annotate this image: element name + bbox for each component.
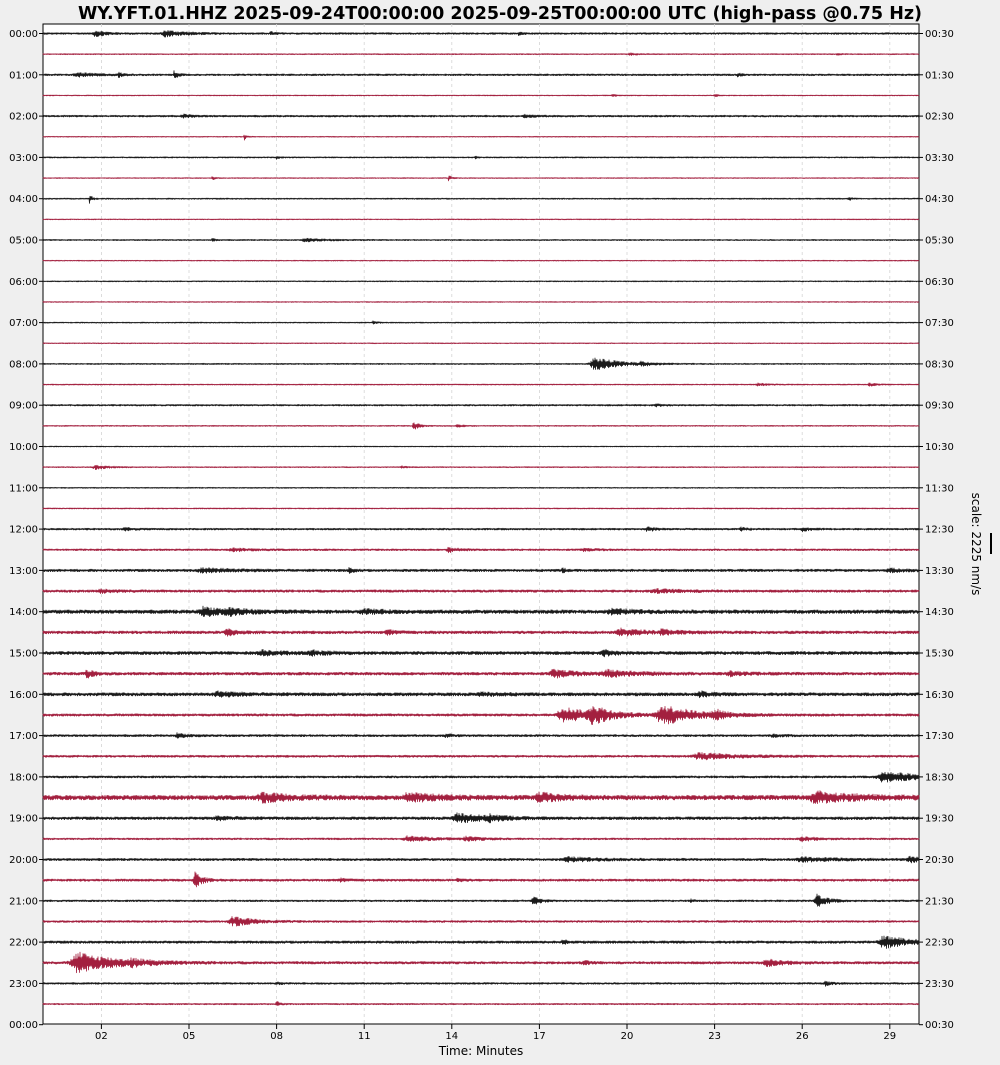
x-tick-label: 02 [95,1031,108,1042]
right-hour-label: 02:30 [925,111,954,123]
right-hour-label: 20:30 [925,855,954,866]
left-hour-label: 10:00 [9,442,38,453]
left-hour-label: 20:00 [9,855,38,866]
plot-area [43,24,919,1024]
right-hour-label: 01:30 [925,70,954,82]
left-hour-label: 18:00 [9,772,38,784]
left-hour-label: 13:00 [9,565,38,577]
left-hour-label: 12:00 [9,524,38,536]
right-hour-label: 08:30 [925,359,954,371]
left-hour-label: 22:00 [9,937,38,949]
trace-line [43,219,919,220]
x-tick-label: 29 [883,1031,897,1042]
left-hour-label: 19:00 [9,813,38,825]
right-hour-label: 03:30 [925,152,954,164]
x-tick-label: 14 [445,1031,459,1042]
left-hour-label: 15:00 [9,648,38,660]
right-hour-label: 04:30 [925,194,954,206]
left-hour-label: 07:00 [9,318,38,330]
chart-title: WY.YFT.01.HHZ 2025-09-24T00:00:00 2025-09-25T00:00:00 UTC (high-pass @0.75 Hz) [77,4,923,24]
left-hour-label: 08:00 [9,359,38,371]
right-hour-label: 23:30 [925,978,954,990]
left-hour-label: 16:00 [9,689,38,701]
right-hour-label: 10:30 [925,442,954,453]
right-hour-label: 00:30 [925,29,954,40]
right-hour-label: 05:30 [925,235,954,247]
right-hour-label: 13:30 [925,565,954,577]
trace-line [43,446,919,447]
left-hour-label: 11:00 [9,483,38,495]
x-tick-label: 26 [795,1031,809,1042]
left-hour-label: 23:00 [9,978,38,990]
left-hour-label: 00:00 [9,29,38,40]
left-hour-label: 01:00 [9,70,38,82]
left-hour-label: 17:00 [9,731,38,743]
left-hour-label: 00:00 [9,1020,38,1032]
right-hour-label: 18:30 [925,772,954,784]
trace-line [43,302,919,303]
trace-line [43,508,919,509]
right-hour-label: 07:30 [925,318,954,330]
left-hour-label: 02:00 [9,111,38,123]
x-tick-label: 08 [270,1031,283,1042]
x-tick-label: 20 [620,1031,634,1042]
x-axis-label: Time: Minutes [438,1044,524,1058]
x-tick-label: 17 [533,1031,546,1042]
right-hour-label: 00:30 [925,1020,954,1032]
right-hour-label: 22:30 [925,937,954,949]
left-hour-label: 09:00 [9,400,38,412]
right-hour-label: 14:30 [925,607,954,619]
right-hour-label: 12:30 [925,524,954,536]
left-hour-label: 21:00 [9,896,38,908]
x-tick-label: 11 [357,1031,371,1042]
right-hour-label: 16:30 [925,689,954,701]
x-tick-label: 23 [708,1031,721,1042]
right-hour-label: 21:30 [925,896,954,908]
trace-line [43,343,919,344]
left-hour-label: 03:00 [9,152,38,164]
right-hour-label: 19:30 [925,813,954,825]
scale-label: scale: 2225 nm/s [969,492,983,596]
right-hour-label: 17:30 [925,731,954,743]
left-hour-label: 05:00 [9,235,38,247]
right-hour-label: 06:30 [925,276,954,288]
x-tick-label: 05 [182,1031,196,1042]
left-hour-label: 06:00 [9,276,38,288]
right-hour-label: 11:30 [925,483,954,495]
left-hour-label: 04:00 [9,194,38,206]
right-hour-label: 15:30 [925,648,954,660]
right-hour-label: 09:30 [925,400,954,412]
left-hour-label: 14:00 [9,607,38,619]
